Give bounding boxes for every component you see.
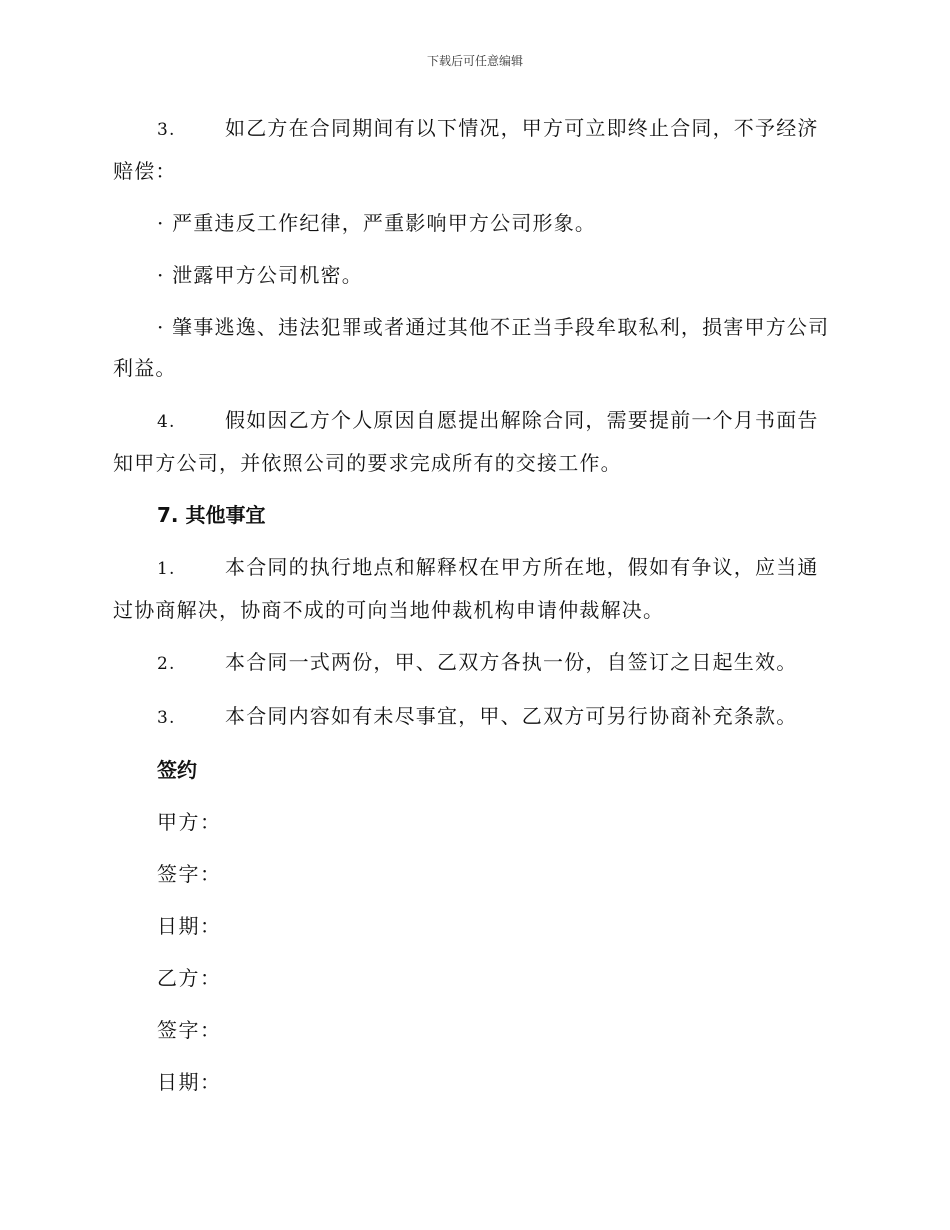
page-header: 下载后可任意编辑	[426, 54, 523, 68]
section-7-heading: 7. 其他事宜	[157, 503, 266, 527]
item-number: 1.	[157, 559, 176, 579]
bullet-item: · 肇事逃逸、违法犯罪或者通过其他不正当手段牟取私利，损害甲方公司利益。	[113, 315, 830, 380]
signing-heading: 签约	[157, 758, 197, 782]
signature-label: 签字：	[157, 862, 222, 886]
party-a-label: 甲方：	[157, 810, 222, 834]
item-text: 本合同内容如有未尽事宜，甲、乙双方可另行协商补充条款。	[225, 704, 798, 728]
item-number: 2.	[157, 654, 176, 674]
section-7-item	[113, 547, 833, 631]
item-number: 3.	[157, 708, 176, 728]
clause-text: 假如因乙方个人原因自愿提出解除合同，需要提前一个月书面告知甲方公司，并依照公司的要求完成所有的交接工作。	[113, 408, 819, 475]
bullet-item: · 严重违反工作纪律，严重影响甲方公司形象。	[157, 211, 597, 235]
document-body	[113, 108, 833, 1114]
section-7-item	[113, 642, 833, 685]
item-text: 本合同一式两份，甲、乙双方各执一份，自签订之日起生效。	[225, 650, 798, 674]
item-text: 本合同的执行地点和解释权在甲方所在地，假如有争议，应当通过协商解决，协商不成的可向当地仲裁机构申请仲裁解决。	[113, 555, 819, 622]
clause-4	[113, 400, 833, 484]
clause-text: 如乙方在合同期间有以下情况，甲方可立即终止合同，不予经济赔偿：	[113, 116, 819, 183]
clause-3	[113, 108, 833, 192]
section-7-item	[113, 696, 833, 739]
bullet-item: · 泄露甲方公司机密。	[157, 263, 363, 287]
date-label: 日期：	[157, 1070, 222, 1094]
signature-label: 签字：	[157, 1018, 222, 1042]
party-b-label: 乙方：	[157, 966, 222, 990]
clause-number: 4.	[157, 412, 176, 432]
clause-number: 3.	[157, 120, 176, 140]
date-label: 日期：	[157, 914, 222, 938]
